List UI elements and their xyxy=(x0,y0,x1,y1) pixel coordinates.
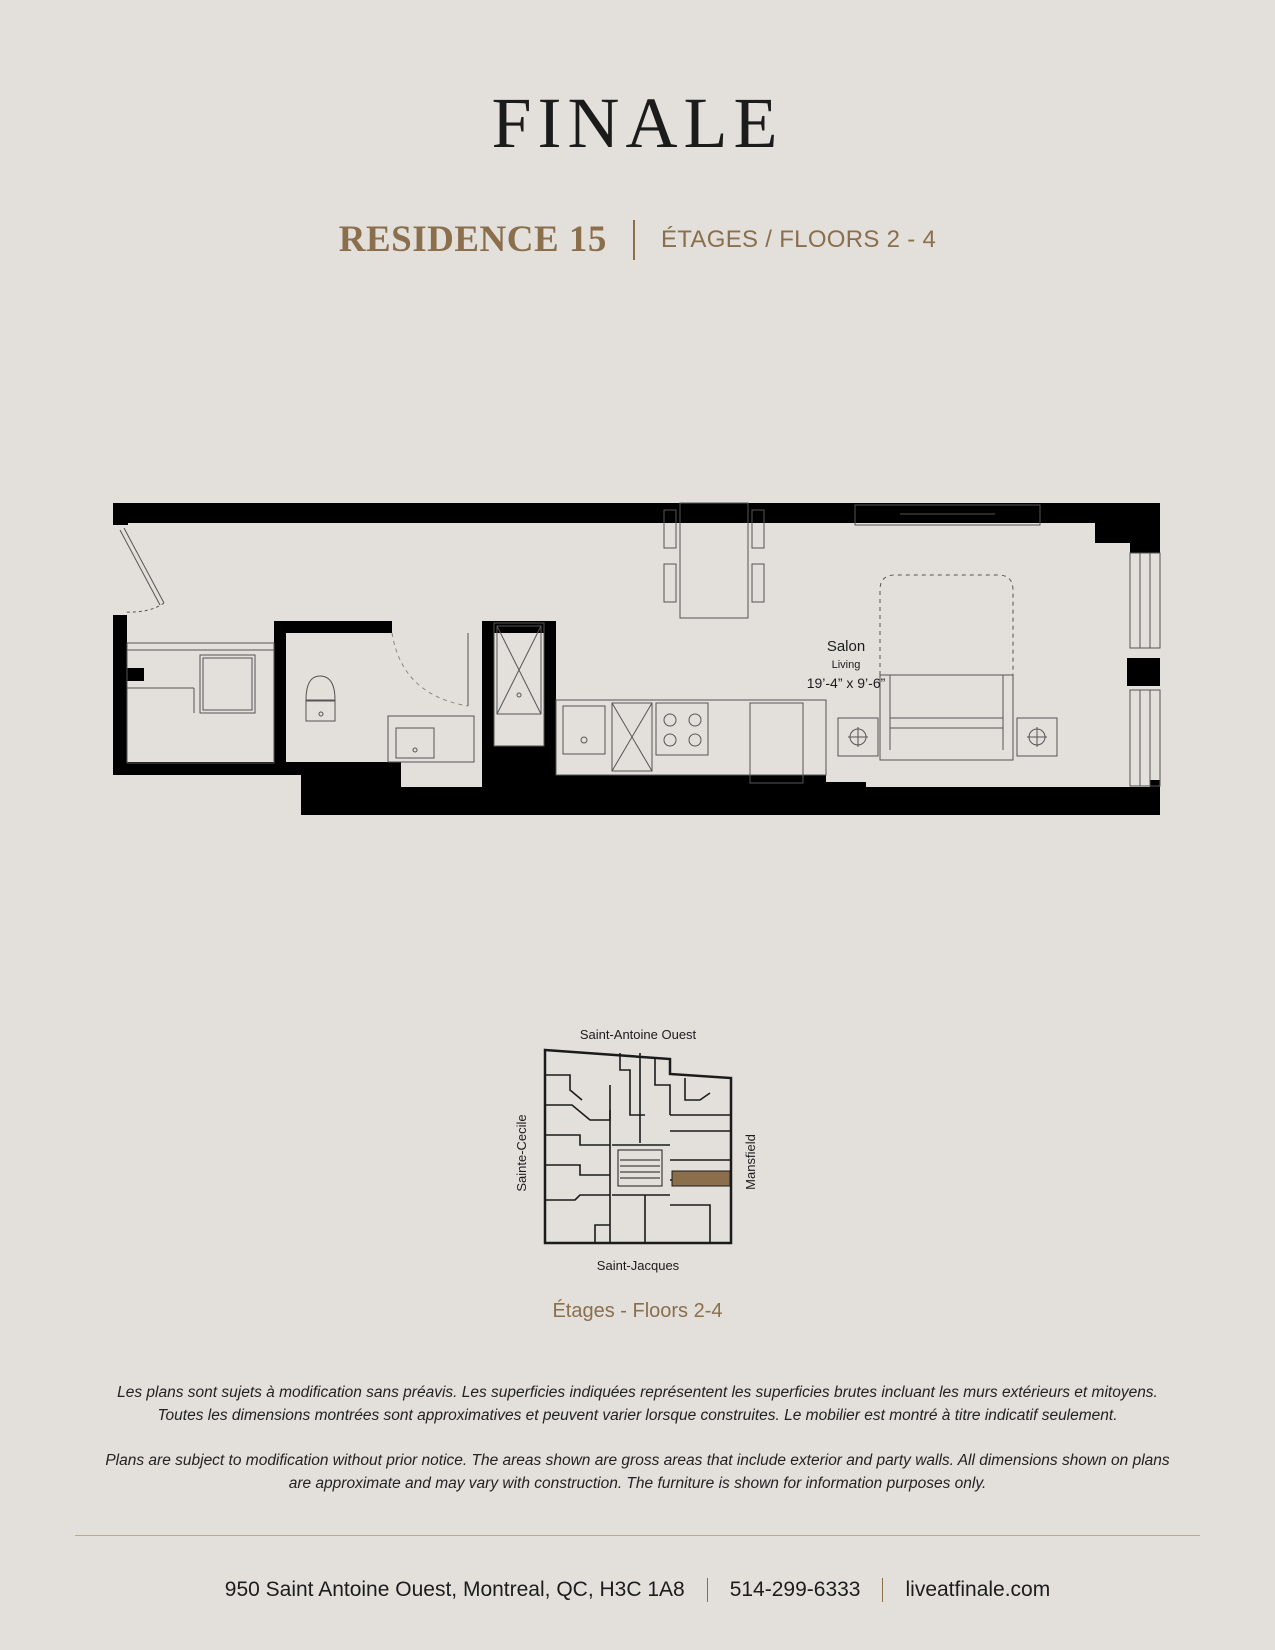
room-name: Salon xyxy=(826,638,866,655)
street-north-label: Saint-Antoine Ouest xyxy=(579,1027,697,1042)
footer-separator xyxy=(707,1578,708,1602)
unit-highlight xyxy=(672,1171,730,1186)
residence-title: RESIDENCE 15 xyxy=(338,219,607,260)
building-key-plan xyxy=(510,1025,760,1275)
footer xyxy=(0,1578,1275,1602)
walls xyxy=(113,503,1160,815)
toilet xyxy=(306,676,335,721)
entry-door xyxy=(120,528,164,612)
street-west-label: Sainte-Cecile xyxy=(514,1114,529,1192)
bathroom-door-swing xyxy=(392,633,468,706)
building-outline xyxy=(545,1050,731,1243)
bathroom-sink xyxy=(388,716,474,762)
unit-partitions xyxy=(545,1053,731,1243)
closet xyxy=(127,643,274,763)
street-south-label: Saint-Jacques xyxy=(596,1258,680,1273)
footer-address: 950 Saint Antoine Ouest, Montreal, QC, H3C 1A8 xyxy=(224,1578,685,1601)
footer-phone[interactable]: 514-299-6333 xyxy=(729,1578,861,1601)
disclaimer-english: Plans are subject to modification without prior notice. The areas shown are gross areas that include exterior and party walls. All dimensions shown on plans are approximate and may vary with construction. The furniture is shown for information purposes only. xyxy=(105,1452,1170,1492)
disclaimer-french: Les plans sont sujets à modification sans préavis. Les superficies indiquées représentent les superficies brutes incluant les murs extérieurs et mitoyens. Toutes les dimensions montrées sont approximatives et peuvent varier lorsque construites. Le mobilier est montré à titre indicatif seulement. xyxy=(117,1384,1158,1424)
unit-floor-plan xyxy=(110,500,1165,815)
stairs xyxy=(618,1150,662,1186)
floors-title: ÉTAGES / FLOORS 2 - 4 xyxy=(660,225,937,253)
footer-separator xyxy=(882,1578,883,1602)
footer-website-link[interactable]: liveatfinale.com xyxy=(905,1578,1051,1601)
kitchen-counter xyxy=(556,700,826,783)
nightstands xyxy=(838,718,1057,756)
room-name-en: Living xyxy=(831,659,861,671)
residence-header xyxy=(0,218,1275,261)
keyplan-caption: Étages - Floors 2-4 xyxy=(552,1300,723,1322)
street-east-label: Mansfield xyxy=(743,1134,758,1190)
shower xyxy=(494,623,544,746)
finale-logo: FINALE xyxy=(491,83,784,163)
bed xyxy=(880,575,1013,760)
footer-divider xyxy=(75,1535,1200,1536)
title-divider xyxy=(633,220,635,260)
room-dimensions: 19’-4” x 9’-6” xyxy=(806,675,886,691)
